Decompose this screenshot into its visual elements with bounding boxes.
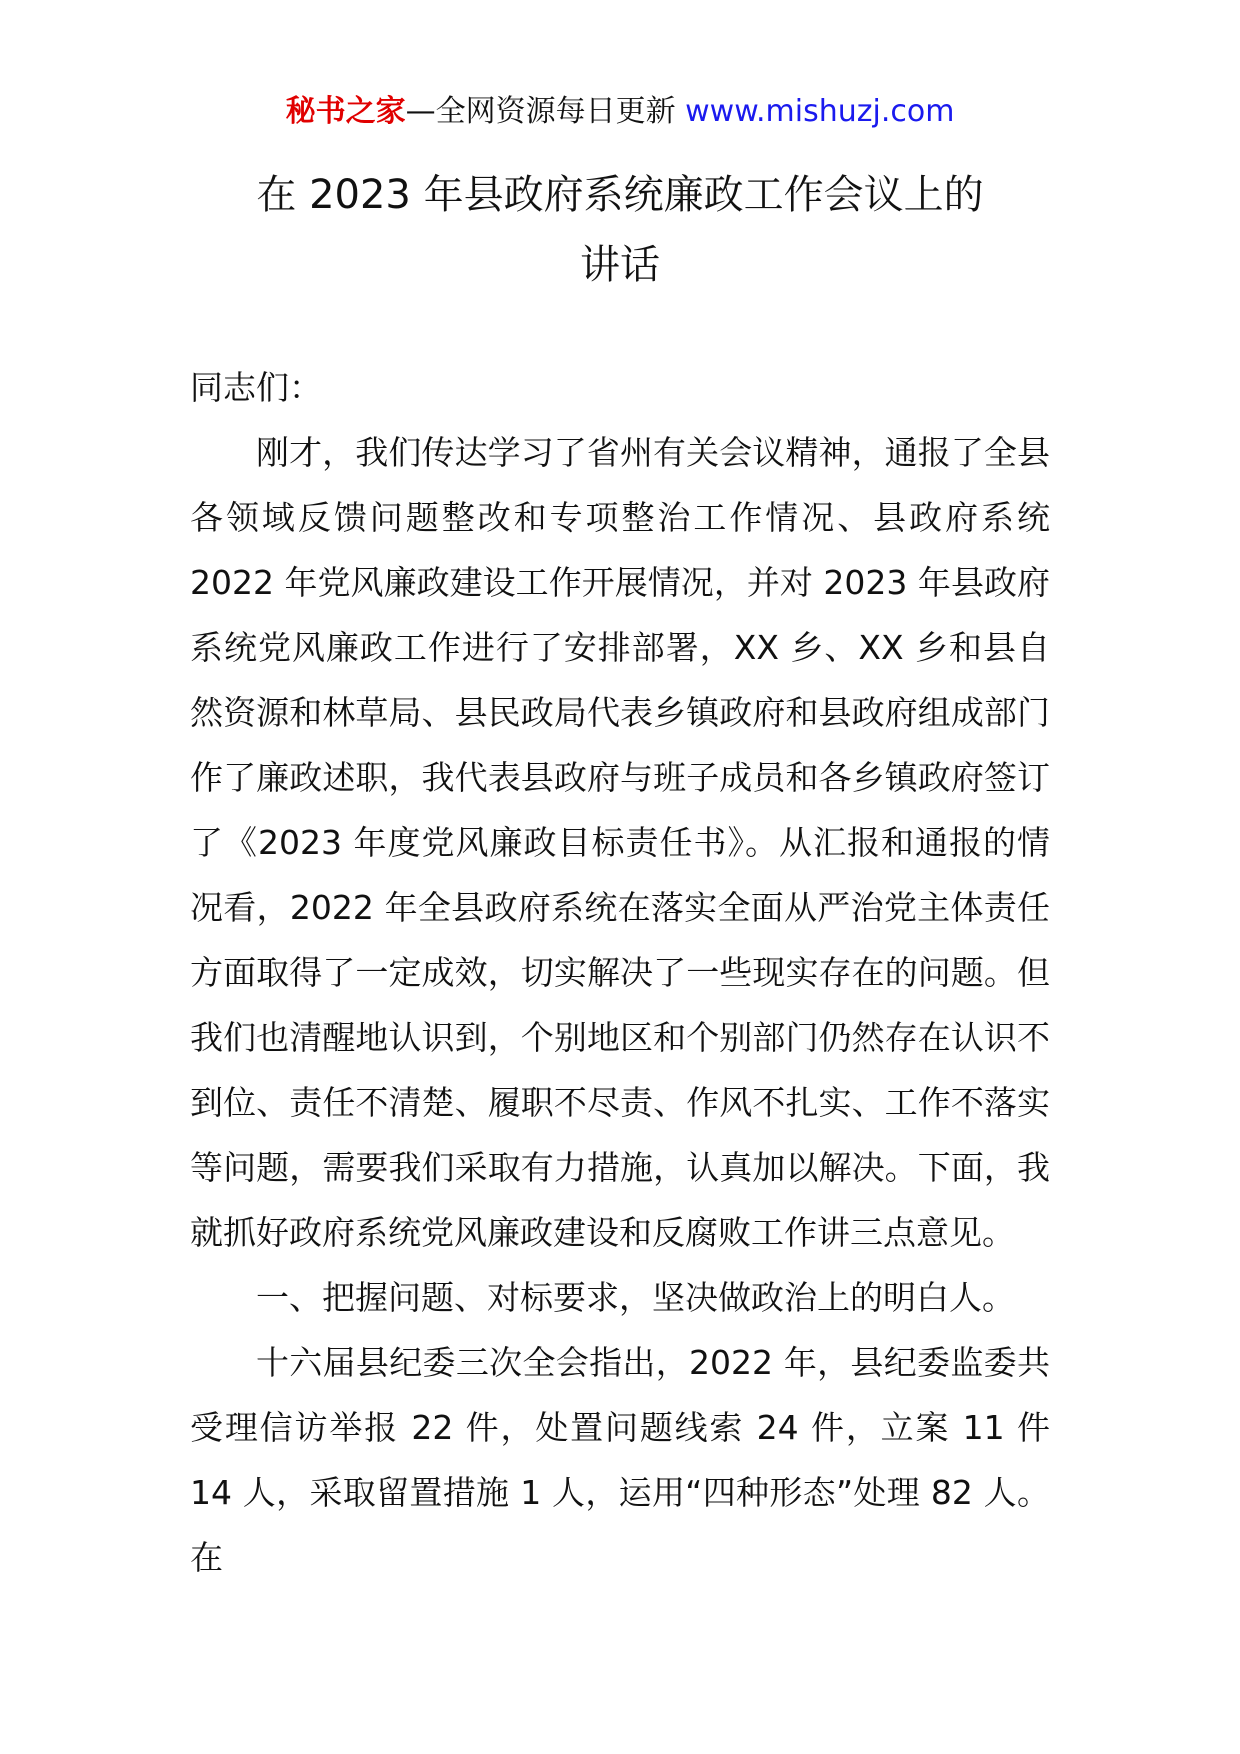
site-url-link[interactable]: www.mishuzj.com — [685, 94, 955, 129]
title-line-1: 在 2023 年县政府系统廉政工作会议上的 — [256, 172, 984, 218]
site-header — [0, 92, 1240, 132]
salutation: 同志们： — [190, 368, 322, 407]
document-title — [100, 160, 1140, 300]
document-body — [190, 355, 1050, 1590]
brand-name: 秘书之家 — [285, 94, 406, 129]
title-line-2: 讲话 — [580, 242, 660, 288]
header-tagline: —全网资源每日更新 — [405, 94, 686, 129]
section-heading-1: 一、把握问题、对标要求，坚决做政治上的明白人。 — [256, 1278, 1015, 1317]
paragraph-intro: 刚才，我们传达学习了省州有关会议精神，通报了全县各领域反馈问题整改和专项整治工作情况、县政府系统 2022 年党风廉政建设工作开展情况，并对 2023 年县政府系统党风廉政工作进行了安排部署，XX 乡、XX 乡和县自然资源和林草局、县民政局代表乡镇政府和县政府组成部门作了廉政述职，我代表县政府与班子成员和各乡镇政府签订了《2023 年度党风廉政目标责任书》。从汇报和通报的情况看，2022 年全县政府系统在落实全面从严治党主体责任方面取得了一定成效，切实解决了一些现实存在的问题。但我们也清醒地认识到，个别地区和个别部门仍然存在认识不到位、责任不清楚、履职不尽责、作风不扎实、工作不落实等问题，需要我们采取有力措施，认真加以解决。下面，我就抓好政府系统党风廉政建设和反腐败工作讲三点意见。 — [190, 433, 1050, 1252]
paragraph-section-1: 十六届县纪委三次全会指出，2022 年，县纪委监委共受理信访举报 22 件，处置问题线索 24 件，立案 11 件 14 人，采取留置措施 1 人，运用“四种形态”处理 82 人。在 — [190, 1343, 1050, 1577]
